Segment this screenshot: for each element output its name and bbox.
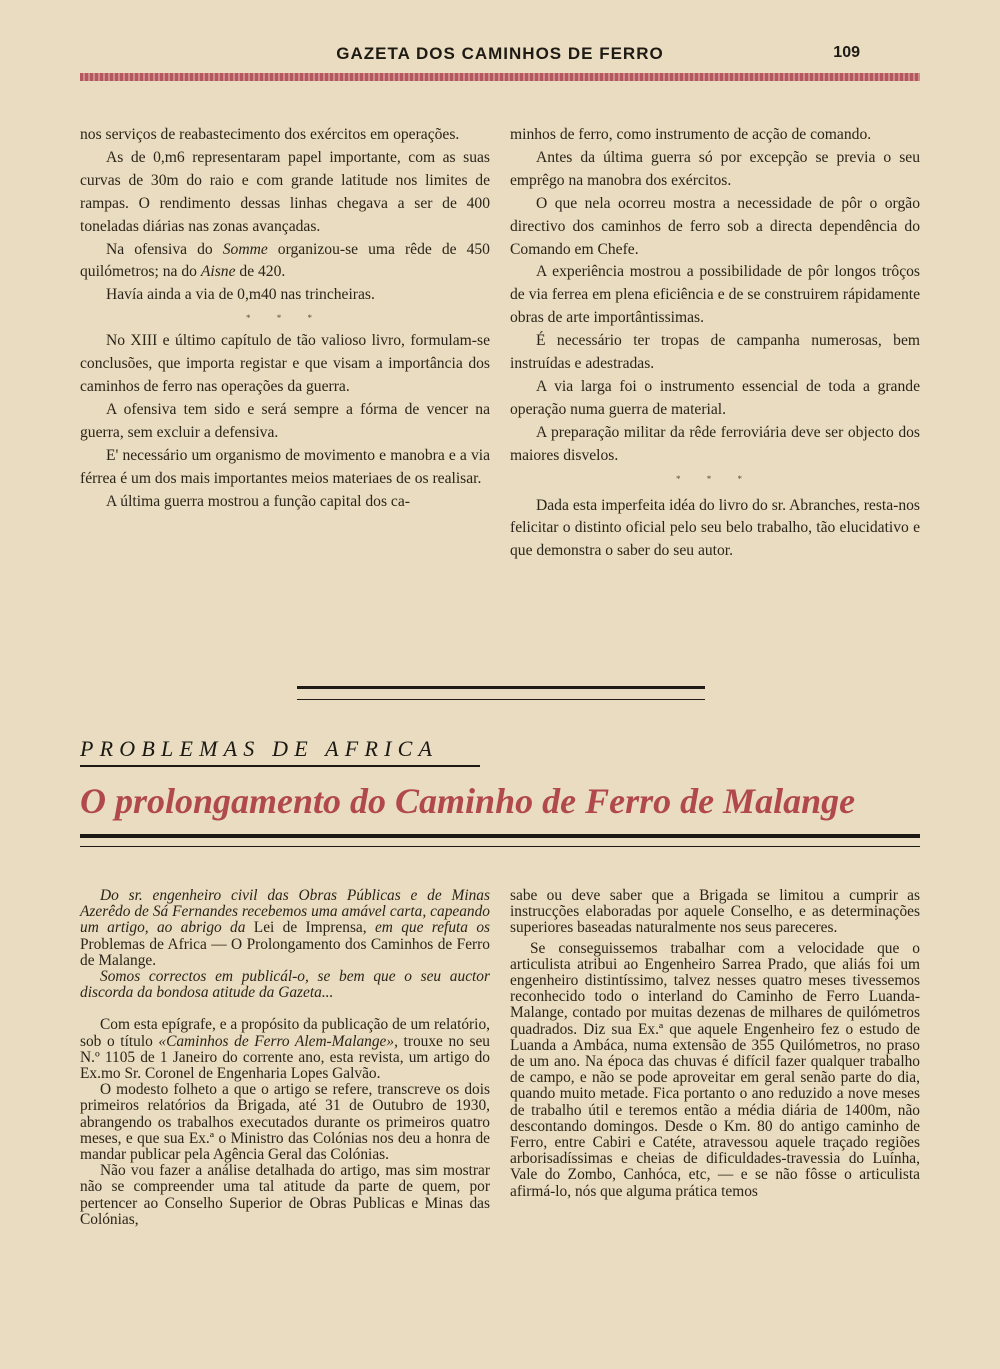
paragraph: Não vou fazer a análise detalhada do artigo, mas sim mostrar não se compreender uma tal atitude da parte de quem, por pertencer ao Conselho Superior de Obras Publicas e Minas das Colónias, — [80, 1162, 490, 1228]
paragraph: A ofensiva tem sido e será sempre a fórma de vencer na guerra, sem excluir a defensiva. — [80, 400, 490, 441]
paragraph: Antes da última guerra só por excepção se previa o seu emprêgo na manobra dos exércitos. — [510, 148, 920, 189]
article-title: O prolongamento do Caminho de Ferro de Malange — [80, 781, 856, 821]
paragraph: O que nela ocorreu mostra a necessidade de pôr o orgão directivo dos caminhos de ferro sob a directa dependência do Comando em Chefe. — [510, 194, 920, 258]
running-title: GAZETA DOS CAMINHOS DE FERRO — [336, 44, 664, 63]
paragraph: O modesto folheto a que o artigo se refere, transcreve os dois primeiros relatórios da Brigada, até 31 de Outubro de 1930, abrangendo os trabalhos executados durante os primeiros quatro meses, e que sua Ex.ª o Ministro das Colónias nos deu a honra de mandar publicar pela Agência Geral das Colónias. — [80, 1081, 490, 1164]
paragraph: minhos de ferro, como instrumento de acção de comando. — [510, 126, 872, 143]
paragraph: A via larga foi o instrumento essencial de toda a grande operação numa guerra de material. — [510, 377, 920, 418]
paragraph: A última guerra mostrou a função capital dos ca- — [106, 492, 410, 510]
section-label: PROBLEMAS DE AFRICA — [80, 736, 480, 767]
column-right-article — [510, 888, 920, 1200]
paragraph: Se conseguissemos trabalhar com a velocidade que o articulista atribui ao Engenheiro Sarrea Prado, que aliás foi um engenheiro distintíssimo, talvez nesses quatro meses tivessemos reconhecido todo o interland do Caminho de Ferro Luanda-Malange, contado por muitas dezenas de milhares de quilómetros quadrados. Diz sua Ex.ª que aquele Engenheiro fez o estudo de Luanda a Ambáca, numa extensão de 355 Quilómetros, no praso de um ano. Na época das chuvas é difícil fazer qualquer trabalho de campo, e não se pode aproveitar em geral senão parte do dia, quando muito metade. Fica portanto o ano reduzido a nove meses de trabalho útil e teremos então a média diária de 1400m, não descontando domingos. Desde o Km. 80 do antigo caminho de Ferro, entre Cabiri e Catéte, atravessou aquele traçado regiões arborisadíssimas e cheias de dificuldades-travessia do Luínha, Vale do Zombo, Canhóca, etc, — e se não fôsse o articulista afirmá-lo, nós que alguma prática temos — [510, 939, 920, 1200]
column-right-top — [510, 124, 920, 563]
column-left-article — [80, 888, 490, 1228]
intro-paragraph: Somos correctos em publicál-o, se bem que o seu auctor discorda da bondosa atitude da Gazeta... — [80, 968, 490, 1002]
article-divider — [297, 686, 705, 700]
paragraph: As de 0,m6 representaram papel importante, com as suas curvas de 30m do raio e com grande latitude nos limites de rampas. O rendimento dessas linhas chegava a ser de 400 toneladas diárias nas zonas avançadas. — [80, 148, 490, 235]
intro-paragraph: Do sr. engenheiro civil das Obras Públicas e de Minas Azerêdo de Sá Fernandes recebemos uma amável carta, capeando um artigo, ao abrigo da Lei de Imprensa, em que refuta os Problemas de Africa — O Prolongamento dos Caminhos de Ferro de Malange. — [80, 887, 491, 969]
column-left-top — [80, 124, 490, 513]
page-header — [80, 44, 920, 74]
paragraph: Na ofensiva do Somme organizou-se uma rêde de 450 quilómetros; na do Aisne de 420. — [80, 240, 490, 281]
paragraph: A preparação militar da rêde ferroviária deve ser objecto dos maiores disvelos. — [510, 423, 920, 464]
paragraph: sabe ou deve saber que a Brigada se limitou a cumprir as instrucções elaboradas por aquele Conselho, e as determinações superiores baseadas naturalmente nos seus pareceres. — [510, 887, 920, 937]
paragraph: Com esta epígrafe, e a propósito da publicação de um relatório, sob o título «Caminhos de Ferro Alem-Malange», trouxe no seu N.º 1105 de 1 Janeiro do corrente ano, esta revista, um artigo do Ex.mo Sr. Coronel de Engenharia Lopes Galvão. — [80, 1016, 490, 1083]
page-number: 109 — [833, 44, 860, 61]
header-decorative-rule — [80, 73, 920, 81]
paragraph: nos serviços de reabastecimento dos exércitos em operações. — [80, 126, 460, 143]
paragraph: A experiência mostrou a possibilidade de pôr longos trôços de via ferrea em plena eficiência e de se construirem rápidamente obras de arte importântissimas. — [510, 263, 920, 327]
paragraph: Havía ainda a via de 0,m40 nas trincheiras. — [106, 286, 375, 304]
paragraph: No XIII e último capítulo de tão valioso livro, formulam-se conclusões, que importa registar e que visam a importância dos caminhos de ferro nas operações da guerra. — [80, 332, 490, 395]
title-rule — [80, 834, 920, 847]
section-separator: * * * — [676, 473, 754, 484]
paragraph: Dada esta imperfeita idéa do livro do sr. Abranches, resta-nos felicitar o distinto oficial pelo seu belo trabalho, tão elucidativo e que demonstra o saber do seu autor. — [510, 496, 920, 560]
paragraph: É necessário ter tropas de campanha numerosas, bem instruídas e adestradas. — [510, 332, 920, 373]
section-separator: * * * — [246, 313, 324, 324]
paragraph: E' necessário um organismo de movimento e manobra e a via férrea é um dos mais importantes meios materiaes de os realisar. — [80, 446, 490, 487]
